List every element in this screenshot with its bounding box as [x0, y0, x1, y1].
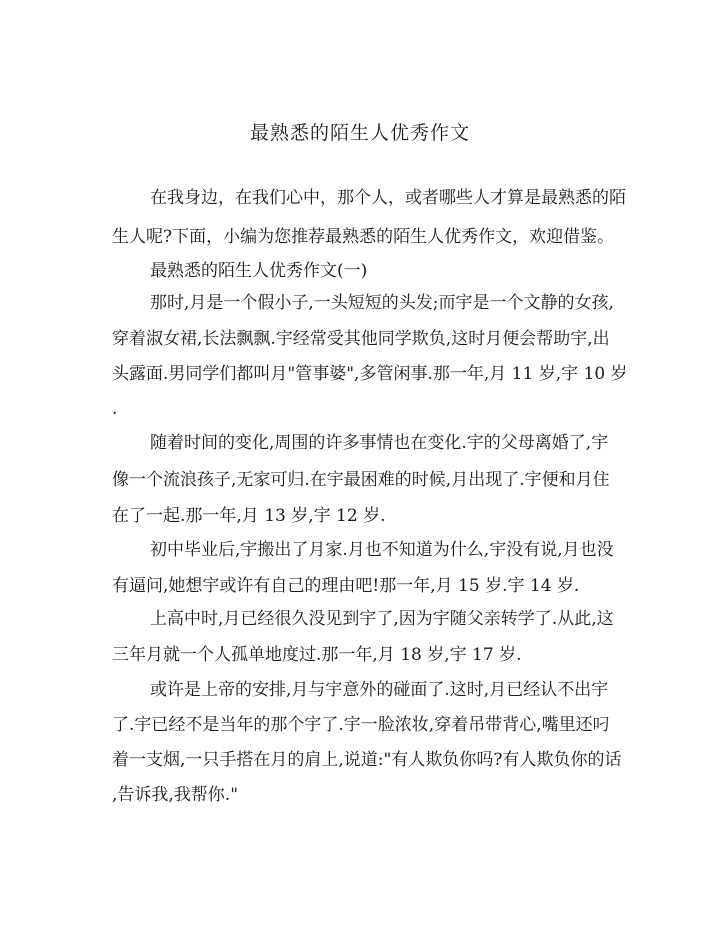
paragraph-line: 生人呢?下面，小编为您推荐最熟悉的陌生人优秀作文，欢迎借鉴。	[112, 227, 615, 247]
paragraph-line: ,告诉我,我帮你."	[112, 785, 239, 805]
paragraph-line: 随着时间的变化,周围的许多事情也在变化.宇的父母离婚了,宇	[150, 433, 609, 453]
paragraph-line: 在我身边，在我们心中，那个人，或者哪些人才算是最熟悉的陌	[150, 188, 626, 208]
paragraph-line: 或许是上帝的安排,月与宇意外的碰面了.这时,月已经认不出宇	[150, 680, 609, 700]
document-title: 最熟悉的陌生人优秀作文	[249, 122, 470, 144]
paragraph-line: 在了一起.那一年,月 13 岁,宇 12 岁.	[112, 506, 386, 526]
paragraph-line: .	[112, 399, 118, 419]
paragraph-line: 穿着淑女裙,长法飘飘.宇经常受其他同学欺负,这时月便会帮助宇,出	[112, 329, 610, 349]
paragraph-line: 那时,月是一个假小子,一头短短的头发;而宇是一个文静的女孩,	[150, 293, 614, 313]
section-heading: 最熟悉的陌生人优秀作文(一)	[150, 261, 368, 281]
paragraph-line: 头露面.男同学们都叫月"管事婆",多管闲事.那一年,月 11 岁,宇 10 岁	[112, 364, 628, 384]
paragraph-line: 有逼问,她想宇或许有自己的理由吧!那一年,月 15 岁.宇 14 岁.	[112, 576, 580, 596]
paragraph-line: 上高中时,月已经很久没见到宇了,因为宇随父亲转学了.从此,这	[150, 609, 614, 629]
paragraph-line: 着一支烟,一只手搭在月的肩上,说道:"有人欺负你吗?有人欺负你的话	[112, 750, 622, 770]
paragraph-line: 了.宇已经不是当年的那个宇了.宇一脸浓妆,穿着吊带背心,嘴里还叼	[112, 715, 610, 735]
paragraph-line: 三年月就一个人孤单地度过.那一年,月 18 岁,宇 17 岁.	[112, 645, 522, 665]
paragraph-line: 初中毕业后,宇搬出了月家.月也不知道为什么,宇没有说,月也没	[150, 540, 614, 560]
paragraph-line: 像一个流浪孩子,无家可归.在宇最困难的时候,月出现了.宇便和月住	[112, 470, 610, 490]
